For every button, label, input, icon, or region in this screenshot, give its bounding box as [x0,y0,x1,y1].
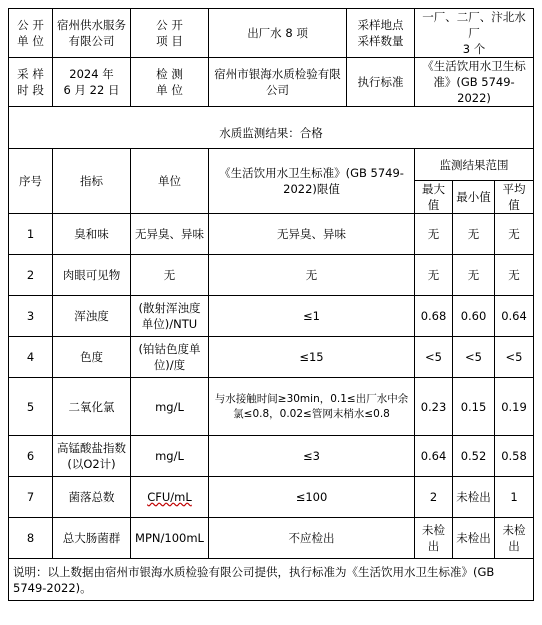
row-min: 未检出 [453,518,495,559]
row-avg: 未检出 [495,518,534,559]
time-value: 2024 年 6 月 22 日 [53,58,131,107]
row-min: 未检出 [453,477,495,518]
col-limit: 《生活饮用水卫生标准》(GB 5749-2022)限值 [209,149,415,214]
row-indicator: 菌落总数 [53,477,131,518]
unit-text: CFU/mL [147,490,192,504]
row-indicator: 浑浊度 [53,296,131,337]
row-avg: 0.19 [495,378,534,436]
row-max: 0.64 [415,436,453,477]
spacer-row [9,107,534,119]
row-limit: ≤3 [209,436,415,477]
table-row [9,378,534,436]
col-min: 最小值 [453,181,495,214]
row-max: 0.23 [415,378,453,436]
row-limit: 无异臭、异味 [209,214,415,255]
site-value: 一厂、二厂、汴北水厂 3 个 [415,9,534,58]
row-max: 无 [415,214,453,255]
table-row [9,518,534,559]
row-avg: 无 [495,214,534,255]
table-row [9,214,534,255]
row-unit: (散射浑浊度单位)/NTU [131,296,209,337]
row-limit: ≤15 [209,337,415,378]
table-row [9,477,534,518]
row-unit [131,477,209,518]
site-label: 采样地点 采样数量 [347,9,415,58]
table-row [9,255,534,296]
row-seq: 7 [9,477,53,518]
lab-label: 检 测 单 位 [131,58,209,107]
row-unit: (铂钴色度单位)/度 [131,337,209,378]
row-max: 未检出 [415,518,453,559]
row-max: 无 [415,255,453,296]
row-indicator: 肉眼可见物 [53,255,131,296]
col-indicator: 指标 [53,149,131,214]
col-range: 监测结果范围 [415,149,534,181]
std-label: 执行标准 [347,58,415,107]
item-label: 公 开 项 目 [131,9,209,58]
row-min: 无 [453,214,495,255]
row-avg: 0.58 [495,436,534,477]
org-label: 公 开 单 位 [9,9,53,58]
row-seq: 4 [9,337,53,378]
row-indicator: 臭和味 [53,214,131,255]
col-unit: 单位 [131,149,209,214]
row-avg: 0.64 [495,296,534,337]
row-limit: 无 [209,255,415,296]
row-indicator: 高锰酸盐指数(以O2计) [53,436,131,477]
row-indicator: 二氧化氯 [53,378,131,436]
row-min: <5 [453,337,495,378]
row-unit: MPN/100mL [131,518,209,559]
row-limit: ≤100 [209,477,415,518]
row-max: <5 [415,337,453,378]
row-unit: 无异臭、异味 [131,214,209,255]
item-value: 出厂水 8 项 [209,9,347,58]
table-row [9,337,534,378]
row-max: 0.68 [415,296,453,337]
row-seq: 5 [9,378,53,436]
row-min: 0.52 [453,436,495,477]
row-seq: 6 [9,436,53,477]
row-avg: 无 [495,255,534,296]
lab-value: 宿州市银海水质检验有限公司 [209,58,347,107]
time-label: 采 样 时 段 [9,58,53,107]
row-limit: 不应检出 [209,518,415,559]
row-min: 0.15 [453,378,495,436]
row-min: 无 [453,255,495,296]
row-unit: 无 [131,255,209,296]
row-seq: 2 [9,255,53,296]
water-quality-table [8,8,534,601]
row-seq: 3 [9,296,53,337]
row-avg: <5 [495,337,534,378]
row-seq: 1 [9,214,53,255]
col-seq: 序号 [9,149,53,214]
row-unit: mg/L [131,378,209,436]
row-limit: ≤1 [209,296,415,337]
row-max: 2 [415,477,453,518]
row-avg: 1 [495,477,534,518]
row-seq: 8 [9,518,53,559]
row-unit: mg/L [131,436,209,477]
row-min: 0.60 [453,296,495,337]
org-value: 宿州供水服务有限公司 [53,9,131,58]
col-max: 最大值 [415,181,453,214]
table-row [9,296,534,337]
result-title: 水质监测结果：合格 [9,119,534,149]
row-indicator: 总大肠菌群 [53,518,131,559]
col-avg: 平均值 [495,181,534,214]
std-value: 《生活饮用水卫生标准》(GB 5749-2022) [415,58,534,107]
table-row [9,436,534,477]
footnote: 说明：以上数据由宿州市银海水质检验有限公司提供，执行标准为《生活饮用水卫生标准》(GB 5749-2022)。 [9,559,534,601]
row-indicator: 色度 [53,337,131,378]
row-limit: 与水接触时间≥30min，0.1≤出厂水中余氯≤0.8，0.02≤管网末梢水≤0.8 [209,378,415,436]
